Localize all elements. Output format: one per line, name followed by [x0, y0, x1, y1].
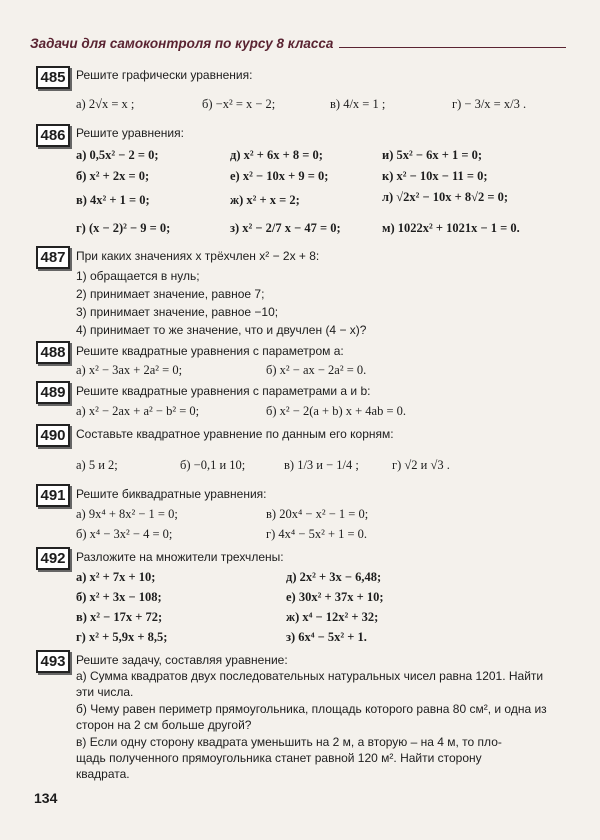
text-line: щадь полученного прямоугольника станет равной 120 м². Найти сторону	[76, 751, 482, 765]
problem-number: 492	[36, 547, 70, 570]
text-line: квадрата.	[76, 767, 130, 781]
equation: к) x² − 10x − 11 = 0;	[382, 169, 488, 183]
equation: б) x² − ax − 2a² = 0.	[266, 363, 367, 377]
equation: а) x² − 3ax + 2a² = 0;	[76, 363, 183, 377]
problem-number: 490	[36, 424, 70, 447]
equation: б) x² + 2x = 0;	[76, 169, 150, 183]
problem-title: Разложите на множители трехчлены:	[76, 550, 284, 564]
equation: е) 30x² + 37x + 10;	[286, 590, 384, 604]
equation: а) x² − 2ax + a² − b² = 0;	[76, 404, 200, 418]
equation: а) x² + 7x + 10;	[76, 570, 156, 584]
equation: б) x² + 3x − 108;	[76, 590, 162, 604]
text-line: сторон на 2 см больше другой?	[76, 718, 252, 732]
equation: в) 4x² + 1 = 0;	[76, 193, 150, 207]
equation: б) x² − 2(a + b) x + 4ab = 0.	[266, 404, 407, 418]
equation: б) −x² = x − 2;	[202, 97, 276, 111]
list-item: 1) обращается в нуль;	[76, 269, 200, 283]
text-line: эти числа.	[76, 685, 134, 699]
problem-number: 493	[36, 650, 70, 673]
problem-number: 485	[36, 66, 70, 89]
problem-number: 486	[36, 124, 70, 147]
header-rule	[339, 47, 566, 48]
problem-title: Решите биквадратные уравнения:	[76, 487, 267, 501]
header-title: Задачи для самоконтроля по курсу 8 класса	[30, 36, 334, 51]
equation: м) 1022x² + 1021x − 1 = 0.	[382, 221, 520, 235]
problem-title: Составьте квадратное уравнение по данным его корням:	[76, 427, 394, 441]
problem-number: 488	[36, 341, 70, 364]
equation: ж) x² + x = 2;	[230, 193, 300, 207]
problem-title: Решите квадратные уравнения с параметрами a и b:	[76, 384, 371, 398]
list-item: 3) принимает значение, равное −10;	[76, 305, 279, 319]
problem-number: 491	[36, 484, 70, 507]
problem-title: Решите графически уравнения:	[76, 68, 253, 82]
equation: в) 20x⁴ − x² − 1 = 0;	[266, 507, 369, 521]
problem-title: Решите квадратные уравнения с параметром a:	[76, 344, 344, 358]
equation: л) √2x² − 10x + 8√2 = 0;	[382, 190, 509, 204]
text-line: а) Сумма квадратов двух последовательных натуральных чисел равна 1201. Найти	[76, 669, 544, 683]
problem-number: 489	[36, 381, 70, 404]
equation: г) (x − 2)² − 9 = 0;	[76, 221, 171, 235]
list-item: 4) принимает то же значение, что и двучлен (4 − x)?	[76, 323, 367, 337]
problem-title: При каких значениях x трёхчлен x² − 2x + 8:	[76, 249, 320, 263]
equation: а) 2√x = x ;	[76, 97, 135, 111]
page-number: 134	[34, 790, 58, 806]
problem-number: 487	[36, 246, 70, 269]
equation: г) √2 и √3 .	[392, 458, 450, 472]
equation: ж) x⁴ − 12x² + 32;	[286, 610, 379, 624]
equation: г) − 3/x = x/3 .	[452, 97, 527, 111]
equation: а) 9x⁴ + 8x² − 1 = 0;	[76, 507, 178, 521]
problem-title: Решите уравнения:	[76, 126, 184, 140]
equation: в) 4/x = 1 ;	[330, 97, 386, 111]
equation: б) x⁴ − 3x² − 4 = 0;	[76, 527, 173, 541]
list-item: 2) принимает значение, равное 7;	[76, 287, 265, 301]
equation: в) x² − 17x + 72;	[76, 610, 163, 624]
text-line: в) Если одну сторону квадрата уменьшить на 2 м, а вторую – на 4 м, то пло-	[76, 735, 502, 749]
equation: и) 5x² − 6x + 1 = 0;	[382, 148, 483, 162]
problem-title: Решите задачу, составляя уравнение:	[76, 653, 288, 667]
equation: а) 5 и 2;	[76, 458, 118, 472]
equation: а) 0,5x² − 2 = 0;	[76, 148, 159, 162]
equation: е) x² − 10x + 9 = 0;	[230, 169, 329, 183]
equation: г) x² + 5,9x + 8,5;	[76, 630, 168, 644]
text-line: б) Чему равен периметр прямоугольника, площадь которого равна 80 см², и одна из	[76, 702, 547, 716]
equation: г) 4x⁴ − 5x² + 1 = 0.	[266, 527, 368, 541]
equation: в) 1/3 и − 1/4 ;	[284, 458, 359, 472]
equation: д) 2x² + 3x − 6,48;	[286, 570, 382, 584]
equation: з) x² − 2/7 x − 47 = 0;	[230, 221, 341, 235]
equation: д) x² + 6x + 8 = 0;	[230, 148, 323, 162]
equation: з) 6x⁴ − 5x² + 1.	[286, 630, 367, 644]
page-header	[30, 36, 566, 51]
equation: б) −0,1 и 10;	[180, 458, 246, 472]
